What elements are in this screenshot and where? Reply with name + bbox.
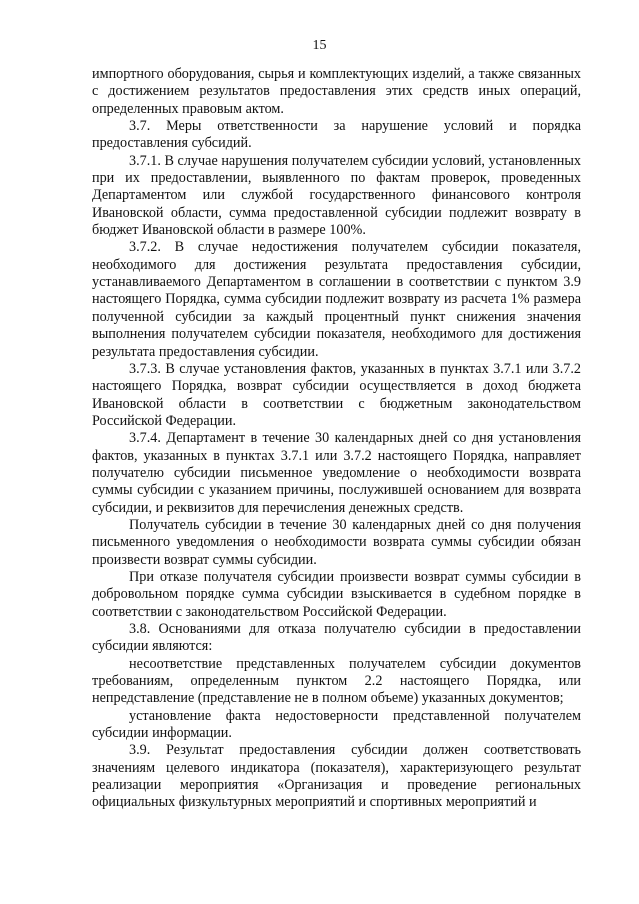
paragraph-3-7-2: 3.7.2. В случае недостижения получателем субсидии показателя, необходимого для достижения результата предоставления субсидии, устанавливаемого Департаментом в соглашении в соответствии с пунктом 3.9 настоящего Порядка, сумма субсидии подлежит возврату из расчета 1% размера полученной субсидии за каждый процентный пункт снижения значения выполнения получателем субсидии показателя, необходимого для достижения результата предоставления субсидии.	[92, 239, 581, 360]
paragraph-3-8: 3.8. Основаниями для отказа получателю субсидии в предоставлении субсидии являются:	[92, 621, 581, 655]
paragraph-3-8-item-2: установление факта недостоверности представленной получателем субсидии информации.	[92, 707, 581, 742]
paragraph-3-8-item-1: несоответствие представленных получателем субсидии документов требованиям, определенным пунктом 2.2 настоящего Порядка, или непредставление (представление не в полном объеме) указанных документов;	[92, 655, 581, 707]
paragraph-3-9: 3.9. Результат предоставления субсидии должен соответствовать значениям целевого индикатора (показателя), характеризующего результат реализации мероприятия «Организация и проведение региональных официальных физкультурных мероприятий и спортивных мероприятий и	[92, 742, 581, 811]
paragraph-continuation: импортного оборудования, сырья и комплектующих изделий, а также связанных с достижением результатов предоставления этих средств иных операций, определенных правовым актом.	[92, 66, 581, 117]
paragraph-3-7-3: 3.7.3. В случае установления фактов, указанных в пунктах 3.7.1 или 3.7.2 настоящего Порядка, возврат субсидии осуществляется в доход бюджета Ивановской области в соответствии с бюджетным законодательством Российской Федерации.	[92, 360, 581, 429]
document-body	[92, 66, 581, 812]
paragraph-3-7-1: 3.7.1. В случае нарушения получателем субсидии условий, установленных при их предоставлении, выявленного по фактам проверок, проведенных Департаментом или службой государственного финансового контроля Ивановской области, сумма предоставленной субсидии подлежит возврату в бюджет Ивановской области в размере 100%.	[92, 152, 581, 239]
paragraph-3-7: 3.7. Меры ответственности за нарушение условий и порядка предоставления субсидий.	[92, 118, 581, 152]
paragraph-refusal-court: При отказе получателя субсидии произвести возврат суммы субсидии в добровольном порядке сумма субсидии взыскивается в судебном порядке в соответствии с законодательством Российской Федерации.	[92, 568, 581, 620]
paragraph-recipient-return: Получатель субсидии в течение 30 календарных дней со дня получения письменного уведомления о необходимости возврата суммы субсидии обязан произвести возврат суммы субсидии.	[92, 516, 581, 568]
page-number: 15	[312, 38, 327, 53]
paragraph-3-7-4: 3.7.4. Департамент в течение 30 календарных дней со дня установления фактов, указанных в пунктах 3.7.1 или 3.7.2 настоящего Порядка, направляет получателю субсидии письменное уведомление о необходимости возврата суммы субсидии с указанием причины, послужившей основанием для возврата субсидии, и реквизитов для перечисления денежных средств.	[92, 430, 581, 516]
